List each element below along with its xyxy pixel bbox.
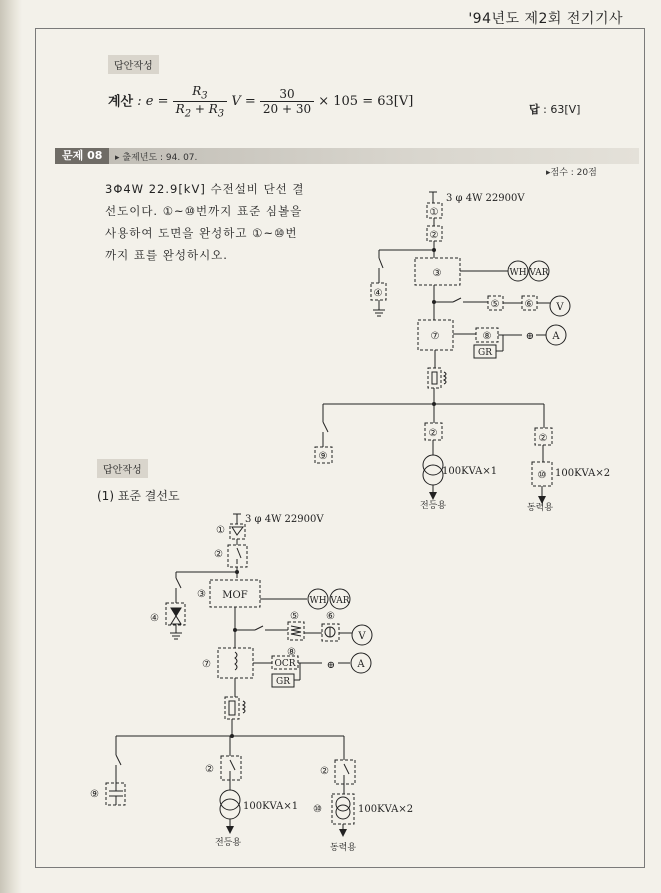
d2-num-3: ③ xyxy=(197,589,206,600)
single-line-diagram-answer xyxy=(90,514,413,853)
single-line-diagram-problem xyxy=(315,192,610,513)
d1-num-2c: ② xyxy=(538,433,548,444)
question-year: ▸ 출제년도 : 94. 07. xyxy=(115,153,198,163)
svg-text:⊕: ⊕ xyxy=(525,331,535,342)
d2-var: VAR xyxy=(330,596,350,606)
answer-value-text: : 63[V] xyxy=(543,103,581,116)
d1-num-4: ④ xyxy=(373,288,383,299)
answer-label: 답안작성 xyxy=(108,55,159,74)
d2-num-5: ⑤ xyxy=(290,611,299,622)
d1-v: V xyxy=(556,302,564,313)
question-text: 3Φ4W 22.9[kV] 수전설비 단선 결선도이다. ①~⑩번까지 표준 심볼을 사용하여 도면을 완성하고 ①~⑩번까지 표를 완성하시오. xyxy=(105,182,305,262)
question-tag: 문제 08 xyxy=(55,148,109,164)
d2-wh: WH xyxy=(309,596,327,606)
d1-a: A xyxy=(552,331,560,342)
solution-subtitle: (1) 표준 결선도 xyxy=(97,489,180,503)
d1-num-8: ⑧ xyxy=(482,331,492,342)
d2-num-1: ① xyxy=(216,525,225,536)
d2-load2: 동력용 xyxy=(329,843,357,853)
d1-load2: 동력용 xyxy=(526,503,554,513)
d2-a: A xyxy=(357,659,365,670)
d1-wh: WH xyxy=(509,268,527,278)
d1-num-9: ⑨ xyxy=(318,451,328,462)
answer-label-text: 답 xyxy=(529,103,540,116)
calc-expression: : e = $\frac{R_3}{R_2 + R_3}$ V = $\frac{30}{20 + 30}$ × 105 = 63[V] xyxy=(137,84,414,120)
question-score: ▸점수 : 20점 xyxy=(546,168,597,178)
d1-num-10: ⑩ xyxy=(537,470,547,481)
svg-text:⊕: ⊕ xyxy=(326,660,336,671)
d2-num-6: ⑥ xyxy=(326,611,335,622)
d2-num-8: ⑧ xyxy=(287,647,296,658)
d2-num-2b: ② xyxy=(205,764,214,775)
page-header: '94년도 제2회 전기기사 xyxy=(468,11,623,27)
calc-label: 계산 xyxy=(108,94,134,110)
d1-num-2b: ② xyxy=(428,428,438,439)
d1-num-1: ① xyxy=(429,207,439,218)
d1-num-2: ② xyxy=(429,230,439,241)
d1-var: VAR xyxy=(529,268,549,278)
d2-kva2: 100KVA×2 xyxy=(358,804,414,815)
d2-gr: GR xyxy=(276,677,290,687)
d2-num-4: ④ xyxy=(150,613,159,624)
d2-num-2: ② xyxy=(214,549,223,560)
d2-supply-label: 3 φ 4W 22900V xyxy=(245,514,324,525)
d2-load1: 전등용 xyxy=(214,838,242,848)
d2-mof: MOF xyxy=(222,590,248,601)
d2-v: V xyxy=(358,631,366,642)
d1-kva2: 100KVA×2 xyxy=(555,468,611,479)
d2-kva1: 100KVA×1 xyxy=(243,801,299,812)
d2-num-9: ⑨ xyxy=(90,789,99,800)
d1-gr: GR xyxy=(478,348,492,358)
d2-ocr: OCR xyxy=(274,659,296,669)
d1-load1: 전등용 xyxy=(419,501,447,511)
d1-num-5: ⑤ xyxy=(490,299,500,310)
d2-num-2c: ② xyxy=(320,766,329,777)
answer-label-2: 답안작성 xyxy=(97,459,148,478)
d2-num-7: ⑦ xyxy=(202,659,211,670)
d1-num-6: ⑥ xyxy=(524,299,534,310)
d2-num-10: ⑩ xyxy=(313,804,322,815)
d1-supply-label: 3 φ 4W 22900V xyxy=(446,193,525,204)
d1-kva1: 100KVA×1 xyxy=(442,466,498,477)
d1-num-3: ③ xyxy=(432,268,442,279)
d1-num-7: ⑦ xyxy=(430,331,440,342)
